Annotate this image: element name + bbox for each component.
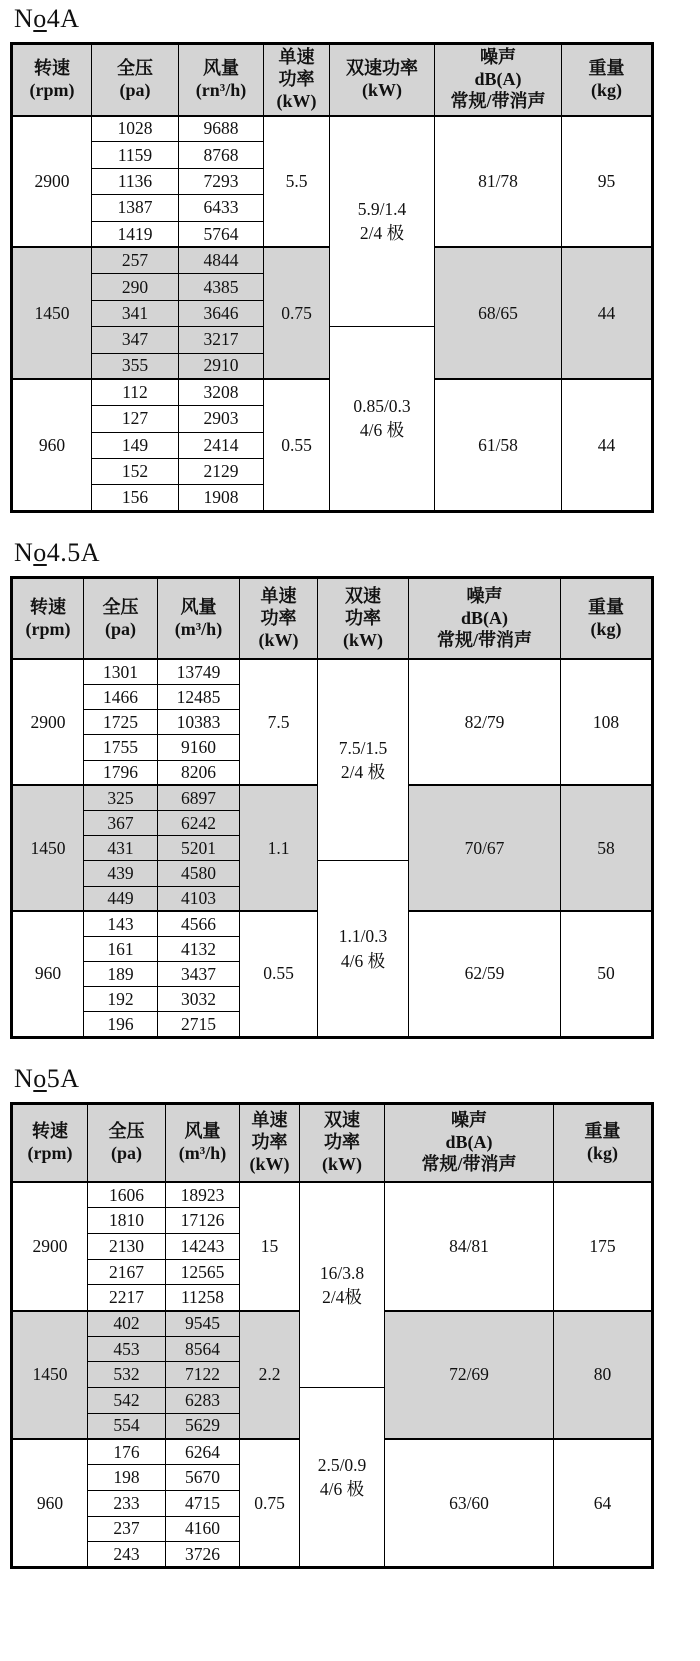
pressure-cell: 367 (84, 810, 158, 835)
flow-cell: 1908 (179, 485, 264, 511)
col-header-flow: 风量 (m³/h) (166, 1103, 240, 1182)
dual-power-cell: 0.85/0.3 4/6 极 (330, 327, 435, 512)
pressure-cell: 355 (92, 353, 179, 379)
noise-cell: 81/78 (435, 116, 562, 248)
table-title-o: o (33, 4, 47, 33)
header-row (12, 1103, 653, 1182)
pressure-cell: 233 (88, 1490, 166, 1516)
table-title (14, 1064, 651, 1094)
dual-power-cell: 1.1/0.3 4/6 极 (318, 861, 409, 1037)
col-header-dual-power: 双速功率 (kW) (330, 44, 435, 116)
col-header-dual-power: 双速 功率 (kW) (300, 1103, 385, 1182)
spec-table-no4a (10, 42, 654, 513)
pressure-cell: 143 (84, 911, 158, 936)
flow-cell: 5670 (166, 1465, 240, 1491)
flow-cell: 9688 (179, 116, 264, 142)
single-power-cell: 1.1 (240, 785, 318, 911)
pressure-cell: 290 (92, 274, 179, 300)
flow-cell: 3032 (158, 987, 240, 1012)
weight-cell: 50 (561, 911, 653, 1037)
table-section-no4-5a (10, 538, 651, 1039)
pressure-cell: 1136 (92, 168, 179, 194)
dual-power-cell: 2.5/0.9 4/6 极 (300, 1388, 385, 1568)
pressure-cell: 237 (88, 1516, 166, 1542)
rpm-cell: 1450 (12, 247, 92, 379)
pressure-cell: 127 (92, 406, 179, 432)
flow-cell: 17126 (166, 1208, 240, 1234)
flow-cell: 13749 (158, 659, 240, 684)
col-header-weight: 重量 (kg) (554, 1103, 653, 1182)
col-header-single-power: 单速 功率 (kW) (240, 577, 318, 659)
weight-cell: 108 (561, 659, 653, 785)
header-row (12, 44, 653, 116)
rpm-cell: 1450 (12, 785, 84, 911)
flow-cell: 6242 (158, 810, 240, 835)
table-title-o: o (33, 1063, 47, 1093)
single-power-cell: 0.75 (240, 1439, 300, 1567)
flow-cell: 8206 (158, 760, 240, 785)
flow-cell: 9545 (166, 1311, 240, 1337)
single-power-cell: 2.2 (240, 1311, 300, 1439)
table-title-number: 4A (46, 4, 80, 33)
flow-cell: 5201 (158, 836, 240, 861)
single-power-cell: 15 (240, 1182, 300, 1310)
pressure-cell: 156 (92, 485, 179, 511)
dual-power-cell: 5.9/1.4 2/4 极 (330, 116, 435, 327)
noise-cell: 72/69 (385, 1311, 554, 1439)
flow-cell: 7293 (179, 168, 264, 194)
pressure-cell: 542 (88, 1388, 166, 1414)
weight-cell: 175 (554, 1182, 653, 1310)
single-power-cell: 0.55 (240, 911, 318, 1037)
noise-cell: 63/60 (385, 1439, 554, 1567)
col-header-single-power: 单速 功率 (kW) (264, 44, 330, 116)
flow-cell: 4844 (179, 247, 264, 273)
pressure-cell: 341 (92, 300, 179, 326)
flow-cell: 4160 (166, 1516, 240, 1542)
col-header-flow: 风量 (rn³/h) (179, 44, 264, 116)
weight-cell: 44 (562, 379, 653, 511)
pressure-cell: 189 (84, 962, 158, 987)
flow-cell: 2414 (179, 432, 264, 458)
pressure-cell: 1755 (84, 735, 158, 760)
col-header-pressure: 全压 (pa) (84, 577, 158, 659)
flow-cell: 2910 (179, 353, 264, 379)
pressure-cell: 1028 (92, 116, 179, 142)
flow-cell: 14243 (166, 1234, 240, 1260)
pressure-cell: 176 (88, 1439, 166, 1465)
pressure-cell: 1159 (92, 142, 179, 168)
flow-cell: 4103 (158, 886, 240, 911)
col-header-speed: 转速 (rpm) (12, 577, 84, 659)
flow-cell: 3726 (166, 1542, 240, 1568)
single-power-cell: 0.55 (264, 379, 330, 511)
noise-cell: 82/79 (409, 659, 561, 785)
pressure-cell: 2167 (88, 1259, 166, 1285)
weight-cell: 44 (562, 247, 653, 379)
flow-cell: 4580 (158, 861, 240, 886)
flow-cell: 12485 (158, 685, 240, 710)
flow-cell: 4566 (158, 911, 240, 936)
flow-cell: 2903 (179, 406, 264, 432)
single-power-cell: 7.5 (240, 659, 318, 785)
header-row (12, 577, 653, 659)
pressure-cell: 453 (88, 1336, 166, 1362)
col-header-pressure: 全压 (pa) (92, 44, 179, 116)
col-header-weight: 重量 (kg) (562, 44, 653, 116)
rpm-cell: 2900 (12, 116, 92, 248)
pressure-cell: 554 (88, 1413, 166, 1439)
pressure-cell: 192 (84, 987, 158, 1012)
col-header-noise: 噪声 dB(A) 常规/带消声 (385, 1103, 554, 1182)
pressure-cell: 1419 (92, 221, 179, 247)
flow-cell: 5764 (179, 221, 264, 247)
pressure-cell: 161 (84, 936, 158, 961)
flow-cell: 2715 (158, 1012, 240, 1037)
pressure-cell: 1725 (84, 710, 158, 735)
flow-cell: 10383 (158, 710, 240, 735)
pressure-cell: 1810 (88, 1208, 166, 1234)
pressure-cell: 402 (88, 1311, 166, 1337)
pressure-cell: 2217 (88, 1285, 166, 1311)
pressure-cell: 1796 (84, 760, 158, 785)
flow-cell: 8768 (179, 142, 264, 168)
flow-cell: 4715 (166, 1490, 240, 1516)
flow-cell: 4132 (158, 936, 240, 961)
single-power-cell: 0.75 (264, 247, 330, 379)
table-title-number: 4.5A (46, 537, 101, 567)
col-header-single-power: 单速 功率 (kW) (240, 1103, 300, 1182)
flow-cell: 3217 (179, 327, 264, 353)
pressure-cell: 2130 (88, 1234, 166, 1260)
weight-cell: 95 (562, 116, 653, 248)
table-row (12, 659, 653, 684)
pressure-cell: 325 (84, 785, 158, 810)
noise-cell: 84/81 (385, 1182, 554, 1310)
table-title-prefix: N (14, 4, 34, 33)
flow-cell: 4385 (179, 274, 264, 300)
flow-cell: 3646 (179, 300, 264, 326)
spec-table-no4-5a (10, 576, 654, 1039)
pressure-cell: 112 (92, 379, 179, 405)
dual-power-cell: 7.5/1.5 2/4 极 (318, 659, 409, 861)
noise-cell: 70/67 (409, 785, 561, 911)
pressure-cell: 347 (92, 327, 179, 353)
flow-cell: 12565 (166, 1259, 240, 1285)
pressure-cell: 532 (88, 1362, 166, 1388)
table-title (14, 538, 651, 568)
table-row (12, 116, 653, 142)
flow-cell: 6897 (158, 785, 240, 810)
pressure-cell: 1301 (84, 659, 158, 684)
col-header-speed: 转速 (rpm) (12, 44, 92, 116)
weight-cell: 58 (561, 785, 653, 911)
pressure-cell: 1606 (88, 1182, 166, 1208)
flow-cell: 3208 (179, 379, 264, 405)
col-header-weight: 重量 (kg) (561, 577, 653, 659)
pressure-cell: 439 (84, 861, 158, 886)
table-section-no5a (10, 1064, 651, 1569)
noise-cell: 62/59 (409, 911, 561, 1037)
pressure-cell: 152 (92, 459, 179, 485)
rpm-cell: 1450 (12, 1311, 88, 1439)
table-section-no4a (10, 4, 651, 513)
pressure-cell: 149 (92, 432, 179, 458)
pressure-cell: 431 (84, 836, 158, 861)
pressure-cell: 243 (88, 1542, 166, 1568)
pressure-cell: 257 (92, 247, 179, 273)
pressure-cell: 449 (84, 886, 158, 911)
rpm-cell: 960 (12, 379, 92, 511)
rpm-cell: 960 (12, 1439, 88, 1567)
table-title-number: 5A (46, 1063, 80, 1093)
weight-cell: 64 (554, 1439, 653, 1567)
pressure-cell: 198 (88, 1465, 166, 1491)
pressure-cell: 1466 (84, 685, 158, 710)
noise-cell: 61/58 (435, 379, 562, 511)
table-title (14, 4, 651, 34)
col-header-noise: 噪声 dB(A) 常规/带消声 (435, 44, 562, 116)
flow-cell: 5629 (166, 1413, 240, 1439)
col-header-flow: 风量 (m³/h) (158, 577, 240, 659)
flow-cell: 2129 (179, 459, 264, 485)
flow-cell: 7122 (166, 1362, 240, 1388)
table-title-o: o (33, 537, 47, 567)
dual-power-cell: 16/3.8 2/4极 (300, 1182, 385, 1388)
flow-cell: 6283 (166, 1388, 240, 1414)
flow-cell: 6433 (179, 195, 264, 221)
table-title-prefix: N (14, 1063, 34, 1093)
col-header-noise: 噪声 dB(A) 常规/带消声 (409, 577, 561, 659)
flow-cell: 11258 (166, 1285, 240, 1311)
flow-cell: 8564 (166, 1336, 240, 1362)
rpm-cell: 2900 (12, 1182, 88, 1310)
rpm-cell: 960 (12, 911, 84, 1037)
noise-cell: 68/65 (435, 247, 562, 379)
table-title-prefix: N (14, 537, 34, 567)
flow-cell: 3437 (158, 962, 240, 987)
single-power-cell: 5.5 (264, 116, 330, 248)
col-header-pressure: 全压 (pa) (88, 1103, 166, 1182)
spec-table-no5a (10, 1102, 654, 1569)
flow-cell: 6264 (166, 1439, 240, 1465)
col-header-dual-power: 双速 功率 (kW) (318, 577, 409, 659)
flow-cell: 18923 (166, 1182, 240, 1208)
weight-cell: 80 (554, 1311, 653, 1439)
pressure-cell: 1387 (92, 195, 179, 221)
rpm-cell: 2900 (12, 659, 84, 785)
pressure-cell: 196 (84, 1012, 158, 1037)
flow-cell: 9160 (158, 735, 240, 760)
col-header-speed: 转速 (rpm) (12, 1103, 88, 1182)
table-row (12, 1182, 653, 1208)
